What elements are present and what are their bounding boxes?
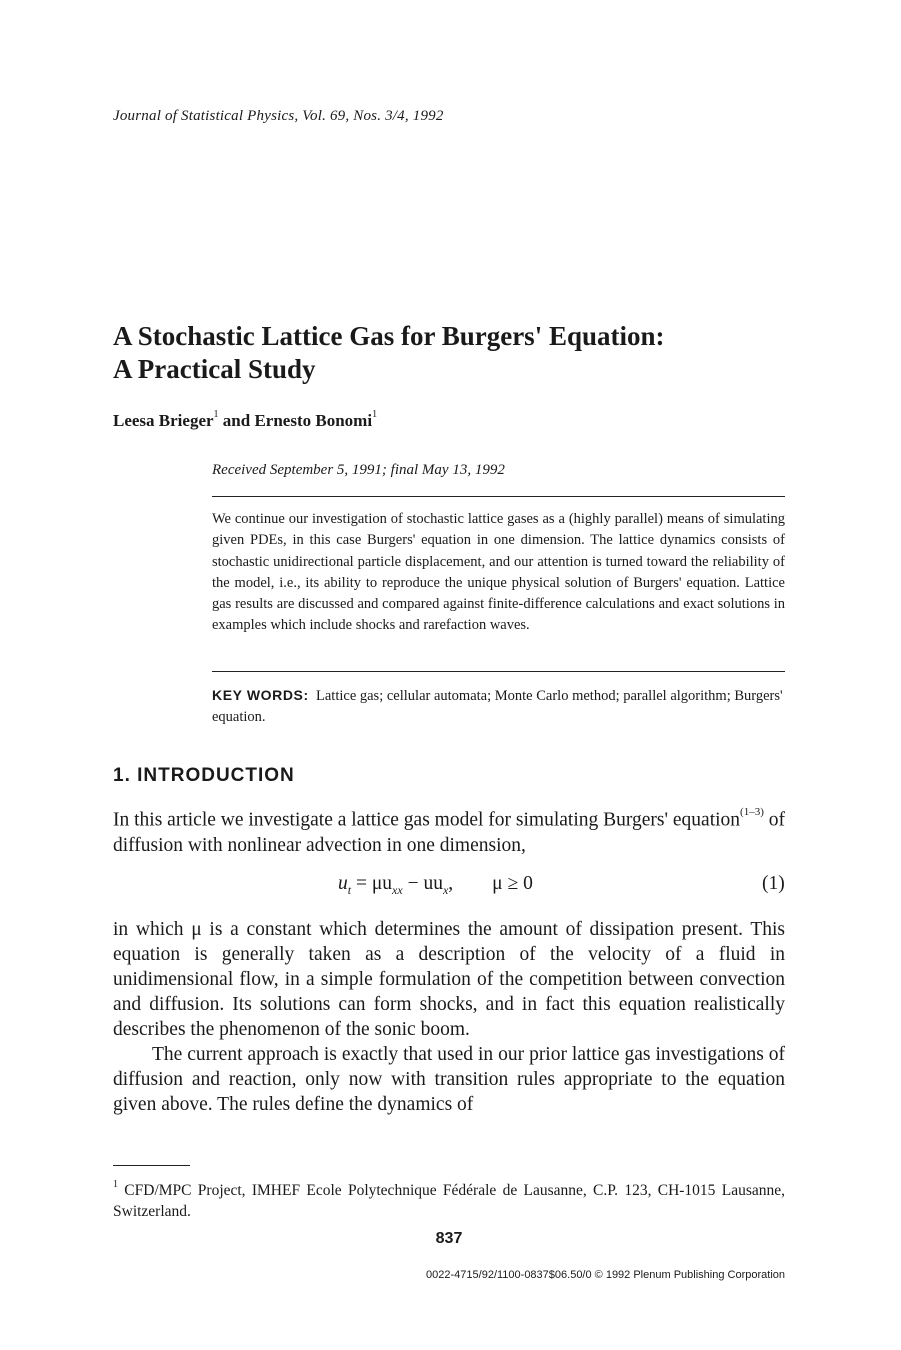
author-2: Ernesto Bonomi (254, 411, 373, 430)
equation-number: (1) (762, 873, 785, 894)
intro-p3-text: The current approach is exactly that used in our prior lattice gas investigations of diffusion and reaction, only now with transition rules appropriate to the equation given above. The rules define the dynamics of (113, 1044, 785, 1115)
eq-term1-sub: xx (392, 882, 403, 897)
footnote-rule (113, 1165, 190, 1166)
title-line-1: A Stochastic Lattice Gas for Burgers' Equation: (113, 321, 665, 351)
author-1-affiliation-mark: 1 (213, 409, 219, 421)
section-heading: 1. INTRODUCTION (113, 765, 295, 786)
footnote-mark: 1 (113, 1179, 118, 1190)
eq-term2-sub: x (442, 882, 449, 897)
eq-lhs-sub: t (347, 882, 352, 897)
eq-term2: − uu (402, 873, 443, 894)
title-line-2: A Practical Study (113, 354, 316, 384)
intro-p1-text-cont: of diffusion with nonlinear advection in one dimension, (113, 809, 785, 856)
abstract-bottom-rule (212, 671, 785, 672)
abstract: We continue our investigation of stochastic lattice gases as a (highly parallel) means of simulating given PDEs, in this case Burgers' equation in one dimension. The lattice dynamics consists of stochastic unidirectional particle displacement, and our attention is turned toward the reliability of the model, i.e., its ability to reproduce the unique physical solution of Burgers' equation. Lattice gas results are discussed and compared against finite-difference calculations and exact solutions in examples which include shocks and rarefaction waves. (212, 511, 785, 634)
page-number: 837 (435, 1230, 463, 1247)
eq-condition: , μ ≥ 0 (448, 873, 533, 894)
received-date: Received September 5, 1991; final May 13, 1992 (212, 462, 505, 478)
footnote (113, 1176, 785, 1222)
journal-citation: Journal of Statistical Physics, Vol. 69, Nos. 3/4, 1992 (113, 108, 444, 124)
equation-1 (338, 873, 533, 898)
footnote-text: CFD/MPC Project, IMHEF Ecole Polytechnique Fédérale de Lausanne, C.P. 123, CH-1015 Lausanne, Switzerland. (113, 1182, 785, 1221)
author-conjunction: and (218, 411, 255, 430)
intro-p1-text: In this article we investigate a lattice gas model for simulating Burgers' equation (113, 809, 741, 831)
author-2-affiliation-mark: 1 (372, 409, 378, 421)
intro-paragraph-3 (113, 1042, 785, 1117)
author-1: Leesa Brieger (113, 411, 214, 430)
abstract-top-rule (212, 496, 785, 497)
paper-title (113, 320, 813, 386)
author-list (113, 411, 377, 431)
eq-term1: = μu (351, 873, 393, 894)
keywords-label: KEY WORDS: (212, 687, 309, 703)
keywords (212, 685, 785, 729)
copyright-line: 0022-4715/92/1100-0837$06.50/0 © 1992 Plenum Publishing Corporation (426, 1269, 785, 1281)
intro-paragraph-1 (113, 803, 785, 858)
eq-lhs: u (338, 873, 348, 894)
citation: (1–3) (740, 806, 764, 818)
keywords-text: Lattice gas; cellular automata; Monte Carlo method; parallel algorithm; Burgers' equation. (212, 688, 783, 726)
intro-paragraph-2: in which μ is a constant which determines the amount of dissipation present. This equation is generally taken as a description of the velocity of a fluid in unidimensional flow, in a simple formulation of the competition between convection and diffusion. Its solutions can form shocks, and in fact this equation realistically describes the phenomenon of the sonic boom. (113, 919, 785, 1040)
